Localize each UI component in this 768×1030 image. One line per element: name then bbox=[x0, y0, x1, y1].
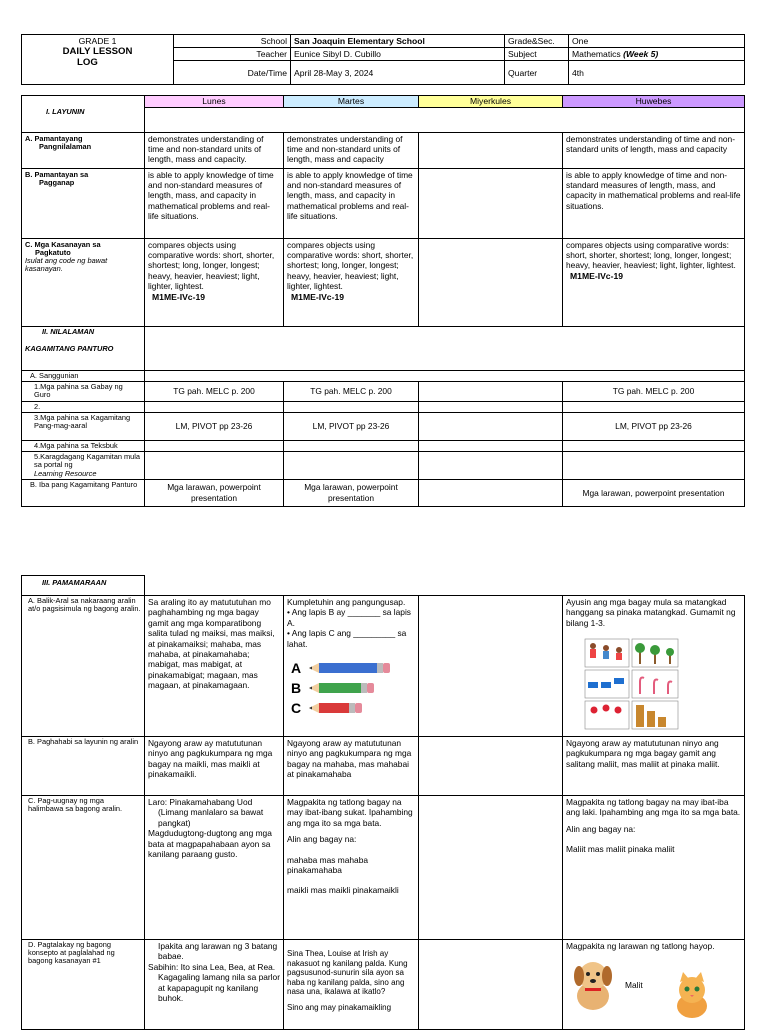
pamamaraan-table bbox=[21, 575, 745, 1030]
paghahabi-lunes: Ngayong araw ay matututunan ninyo ang pagkukumpara ng mga bagay na maikli, mas maikli at pinakamaikli. bbox=[145, 737, 284, 796]
day-header-martes: Martes bbox=[284, 96, 419, 108]
label-pamantayang-pangnilalaman bbox=[22, 132, 145, 168]
gradesec-label: Grade&Sec. bbox=[505, 35, 569, 48]
kagamitan-blank bbox=[145, 344, 745, 370]
iba-miyerkules bbox=[419, 479, 563, 506]
header-table bbox=[21, 34, 745, 85]
dog-collar bbox=[585, 988, 601, 991]
martes-item-1: • Ang lapis B ay _______ sa lapis A. bbox=[287, 607, 411, 628]
day-header-miyerkules: Miyerkules bbox=[419, 96, 563, 108]
gabay-guro-label: 1.Mga pahina sa Gabay ng Guro bbox=[22, 381, 145, 401]
row2-martes bbox=[284, 401, 419, 412]
iba-huwebes: Mga larawan, powerpoint presentation bbox=[563, 479, 745, 506]
kid-1-icon bbox=[590, 643, 596, 649]
balik-aral-martes bbox=[284, 596, 419, 737]
pencil-c-label: C bbox=[291, 700, 302, 717]
teacher-label: Teacher bbox=[174, 48, 291, 61]
c-martes bbox=[284, 238, 419, 326]
pagtalakay-label: D. Pagtalakay ng bagong konsepto at paglalahad ng bagong kasanayan #1 bbox=[22, 940, 145, 1030]
pencil-a-lead bbox=[309, 667, 312, 670]
c-miyerkules bbox=[419, 238, 563, 326]
kid-2-body bbox=[603, 651, 609, 659]
label-c-2: Pagkatuto bbox=[35, 247, 71, 257]
row2-lunes bbox=[145, 401, 284, 412]
lunes-d-1: Ipakita ang larawan ng 3 batang babae. bbox=[158, 941, 278, 962]
layunin-blank bbox=[145, 107, 745, 132]
c-martes-text: compares objects using comparative words: short, shorter, shortest; long, longer, longest; heavy, heavier, heaviest; light, lighter, lightest. bbox=[287, 239, 414, 292]
dog-ear-right bbox=[602, 966, 612, 986]
cat-image bbox=[667, 970, 717, 1020]
kar-lunes bbox=[145, 452, 284, 480]
pencil-c-body bbox=[319, 703, 349, 713]
huwebes-instruction: Ayusin ang mga bagay mula sa matangkad hanggang sa pinaka matangkad. Gumamit ng bilang 1-3. bbox=[566, 597, 736, 628]
flower-1-icon bbox=[591, 707, 598, 714]
flag-1-icon bbox=[588, 682, 598, 688]
label-pamantayan-sa-pagganap bbox=[22, 168, 145, 238]
dog-eye-right bbox=[596, 972, 600, 976]
tg-martes: TG pah. MELC p. 200 bbox=[284, 381, 419, 401]
dog-image bbox=[567, 956, 619, 1014]
code-huwebes: M1ME-IVc-19 bbox=[570, 270, 624, 281]
row2-label: 2. bbox=[22, 401, 145, 412]
b-miyerkules bbox=[419, 168, 563, 238]
a-miyerkules bbox=[419, 132, 563, 168]
balik-aral-huwebes bbox=[563, 596, 745, 737]
tree-1-icon bbox=[635, 643, 645, 653]
lm-huwebes: LM, PIVOT pp 23-26 bbox=[563, 413, 745, 441]
grade-label: GRADE 1 bbox=[78, 36, 117, 46]
row2-huwebes bbox=[563, 401, 745, 412]
tree-2-icon bbox=[650, 645, 660, 655]
pencil-a-label: A bbox=[291, 660, 302, 677]
subject-week: (Week 5) bbox=[623, 49, 659, 59]
school-value: San Joaquin Elementary School bbox=[291, 35, 505, 48]
pencil-a-ferrule bbox=[377, 663, 383, 673]
martes-c-4: maikli mas maikli pinakamaikli bbox=[287, 885, 399, 896]
teksbuk-lunes bbox=[145, 441, 284, 452]
karagdagang-label bbox=[22, 452, 145, 480]
kar-martes bbox=[284, 452, 419, 480]
row2-miyerkules bbox=[419, 401, 563, 412]
karagdagang-1: 5.Karagdagang Kagamitan mula sa portal ng bbox=[34, 452, 141, 470]
doc-title-cell bbox=[22, 35, 174, 85]
label-b-1: B. Pamantayan sa bbox=[25, 169, 89, 179]
kar-miyerkules bbox=[419, 452, 563, 480]
flower-3-icon bbox=[615, 707, 622, 714]
iba-pang-kagamitan-label: B. Iba pang Kagamitang Panturo bbox=[22, 479, 145, 506]
pag-uugnay-label: C. Pag-uugnay ng mga halimbawa sa bagong aralin. bbox=[22, 796, 145, 940]
teksbuk-huwebes bbox=[563, 441, 745, 452]
day-header-huwebes: Huwebes bbox=[563, 96, 745, 108]
lm-miyerkules bbox=[419, 413, 563, 441]
a-martes: demonstrates understanding of time and non-standard units of length, mass and capacity bbox=[284, 132, 419, 168]
kagamitang-panturo: KAGAMITANG PANTURO bbox=[22, 344, 145, 370]
laro-instructions: Magdudugtong-dugtong ang mga bata at magpapahabaan ayon sa kanilang paraang gusto. bbox=[148, 828, 272, 860]
pencil-b-eraser bbox=[367, 683, 374, 693]
kid-3-icon bbox=[616, 647, 622, 653]
b-martes: is able to apply knowledge of time and non-standard measures of length, mass, and capacity in mathematical problems and real-life situations. bbox=[284, 168, 419, 238]
teksbuk-miyerkules bbox=[419, 441, 563, 452]
label-c-3: Isulat ang code ng bawat kasanayan. bbox=[25, 256, 108, 274]
corner-cell bbox=[22, 96, 145, 108]
section-pamamaraan: III. PAMAMARAAN bbox=[22, 576, 145, 596]
lunes-d-3: Kagagaling lamang nila sa parlor at kapapagupit ng kanilang buhok. bbox=[158, 972, 280, 1004]
label-c-1: C. Mga Kasanayan sa bbox=[25, 239, 101, 249]
pencil-c-lead bbox=[309, 707, 312, 710]
martes-c-1: Magpakita ng tatlong bagay na may ibat-ibang sukat. Ipahambing ang mga ito sa mga bata. bbox=[287, 797, 413, 828]
date-value: April 28-May 3, 2024 bbox=[291, 61, 505, 85]
teksbuk-label: 4.Mga pahina sa Teksbuk bbox=[22, 441, 145, 452]
huwebes-d-1: Magpakita ng larawan ng tatlong hayop. bbox=[566, 941, 715, 951]
paghahabi-huwebes: Ngayong araw ay matututunan ninyo ang pagkukumpara ng mga bagay gamit ang salitang maliit, mas maliit at pinaka maliit. bbox=[563, 737, 745, 796]
pencil-b-ferrule bbox=[361, 683, 367, 693]
subject-value bbox=[569, 48, 745, 61]
label-b-2: Pagganap bbox=[39, 177, 75, 187]
building-2-icon bbox=[647, 711, 655, 727]
balik-aral-lunes: Sa araling ito ay matututuhan mo paghahambing ng mga bagay gamit ang mga komparatibong salita tulad ng maiksi, mas maiksi, at pinakamaiksi; mahaba, mas mahaba, at pinakamahaba; mabigat, mas mabigat, at pinakamabigat; magaan, mas magaan, at pinakamagaan. bbox=[145, 596, 284, 737]
kid-3-body bbox=[616, 653, 622, 660]
balik-aral-label: A. Balik-Aral sa nakaraang aralin at/o pagsisimula ng bagong aralin. bbox=[22, 596, 145, 737]
doc-title: DAILY LESSON bbox=[62, 46, 133, 57]
tg-miyerkules bbox=[419, 381, 563, 401]
paghahabi-miyerkules bbox=[419, 737, 563, 796]
pag-uugnay-lunes bbox=[145, 796, 284, 940]
pencil-c-ferrule bbox=[349, 703, 355, 713]
pag-uugnay-martes bbox=[284, 796, 419, 940]
lunes-d-2: Sabihin: Ito sina Lea, Bea, at Rea. bbox=[148, 961, 276, 972]
subject-name: Mathematics bbox=[572, 49, 621, 59]
c-huwebes-text: compares objects using comparative words: short, shorter, shortest; long, longer, longest; heavy, heavier, heaviest; light, lighter, lightest. bbox=[566, 239, 736, 271]
code-lunes: M1ME-IVc-19 bbox=[152, 291, 206, 302]
lm-martes: LM, PIVOT pp 23-26 bbox=[284, 413, 419, 441]
cat-eye-left bbox=[685, 987, 690, 992]
huwebes-d-2: Malit bbox=[625, 980, 643, 990]
martes-item-2: • Ang lapis C ang _________ sa lahat. bbox=[287, 628, 407, 649]
objectives-table bbox=[21, 95, 745, 507]
martes-d-1: Sina Thea, Louise at Irish ay nakasuot ng kanilang palda. Kung pagsusunod-sunurin sila ayon sa haba ng kanilang palda, sino ang nasa una, ikalawa at ikatlo? bbox=[287, 949, 408, 997]
flower-2-icon bbox=[603, 705, 610, 712]
cat-eye-right bbox=[695, 987, 700, 992]
pencil-b-label: B bbox=[291, 680, 302, 697]
building-3-icon bbox=[658, 717, 666, 727]
martes-d-2: Sino ang may pinakamaikling bbox=[287, 1002, 392, 1012]
martes-instruction: Kumpletuhin ang pangungusap. bbox=[287, 597, 406, 607]
pang-mag-aaral-label: 3.Mga pahina sa Kagamitang Pang-mag-aaral bbox=[22, 413, 145, 441]
building-1-icon bbox=[636, 705, 644, 727]
pencil-a-body bbox=[319, 663, 377, 673]
sanggunian-blank bbox=[145, 370, 745, 381]
pencil-a-eraser bbox=[383, 663, 390, 673]
section-nilalaman: II. NILALAMAN bbox=[22, 326, 145, 344]
gradesec-value: One bbox=[569, 35, 745, 48]
b-huwebes: is able to apply knowledge of time and non-standard measures of length, mass, and capacity in mathematical problems and real-life situations. bbox=[563, 168, 745, 238]
pag-uugnay-huwebes bbox=[563, 796, 745, 940]
paghahabi-martes: Ngayong araw ay matututunan ninyo ang pagkukumpara ng mga bagay na mahaba, mas mahabai at pinakamahaba bbox=[284, 737, 419, 796]
label-kasanayan bbox=[22, 238, 145, 326]
iba-lunes: Mga larawan, powerpoint presentation bbox=[145, 479, 284, 506]
martes-c-2: Alin ang bagay na: bbox=[287, 834, 357, 845]
pagtalakay-miyerkules bbox=[419, 940, 563, 1030]
laro-note: (Limang manlalaro sa bawat pangkat) bbox=[158, 807, 264, 828]
kid-1-body bbox=[590, 649, 596, 658]
school-label: School bbox=[174, 35, 291, 48]
label-a-1: A. Pamantayang bbox=[25, 133, 83, 143]
laro-title: Laro: Pinakamahabang Uod bbox=[148, 797, 253, 807]
karagdagang-2: Learning Resource bbox=[34, 468, 97, 478]
height-comparison-image bbox=[584, 638, 680, 730]
teacher-value: Eunice Sibyl D. Cubillo bbox=[291, 48, 505, 61]
date-label: Date/Time bbox=[174, 61, 291, 85]
tg-lunes: TG pah. MELC p. 200 bbox=[145, 381, 284, 401]
pencil-b-body bbox=[319, 683, 361, 693]
flag-3-icon bbox=[614, 678, 624, 684]
pagtalakay-lunes bbox=[145, 940, 284, 1030]
kar-huwebes bbox=[563, 452, 745, 480]
c-lunes bbox=[145, 238, 284, 326]
b-lunes: is able to apply knowledge of time and non-standard measures of length, mass, and capacity in mathematical problems and real-life situations. bbox=[145, 168, 284, 238]
flag-2-icon bbox=[601, 682, 611, 688]
huwebes-c-2: Alin ang bagay na: bbox=[566, 823, 636, 834]
a-lunes: demonstrates understanding of time and non-standard units of length, mass and capacity. bbox=[145, 132, 284, 168]
code-martes: M1ME-IVc-19 bbox=[291, 291, 345, 302]
tree-3-icon bbox=[666, 648, 674, 656]
quarter-value: 4th bbox=[569, 61, 745, 85]
a-huwebes: demonstrates understanding of time and non-standard units of length, mass and capacity bbox=[563, 132, 745, 168]
pencils-image bbox=[287, 657, 397, 719]
teksbuk-martes bbox=[284, 441, 419, 452]
section-layunin: I. LAYUNIN bbox=[22, 107, 145, 132]
tg-huwebes: TG pah. MELC p. 200 bbox=[563, 381, 745, 401]
quarter-label: Quarter bbox=[505, 61, 569, 85]
nilalaman-blank bbox=[145, 326, 745, 344]
kid-2-icon bbox=[603, 645, 609, 651]
pencil-c-eraser bbox=[355, 703, 362, 713]
pencil-b-lead bbox=[309, 687, 312, 690]
c-huwebes bbox=[563, 238, 745, 326]
dog-ear-left bbox=[574, 966, 584, 986]
day-header-lunes: Lunes bbox=[145, 96, 284, 108]
dog-nose bbox=[590, 979, 596, 983]
pag-uugnay-miyerkules bbox=[419, 796, 563, 940]
pagtalakay-huwebes bbox=[563, 940, 745, 1030]
doc-title-2: LOG bbox=[77, 57, 98, 68]
c-lunes-text: compares objects using comparative words: short, shorter, shortest; long, longer, longest; heavy, heavier, heaviest; light, lighter, lightest. bbox=[148, 239, 275, 292]
iba-martes: Mga larawan, powerpoint presentation bbox=[284, 479, 419, 506]
pagtalakay-martes bbox=[284, 940, 419, 1030]
label-a-2: Pangnilalaman bbox=[39, 141, 92, 151]
pamamaraan-blank bbox=[145, 576, 745, 596]
huwebes-c-3: Maliit mas maliit pinaka maliit bbox=[566, 844, 675, 855]
subject-label: Subject bbox=[505, 48, 569, 61]
balik-aral-miyerkules bbox=[419, 596, 563, 737]
paghahabi-label: B. Paghahabi sa layunin ng aralin bbox=[22, 737, 145, 796]
huwebes-c-1: Magpakita ng tatlong bagay na may ibat-iba ang laki. Ipahambing ang mga ito sa mga bata. bbox=[566, 797, 741, 818]
martes-c-3: mahaba mas mahaba pinakamahaba bbox=[287, 854, 369, 876]
lm-lunes: LM, PIVOT pp 23-26 bbox=[145, 413, 284, 441]
dog-eye-left bbox=[586, 972, 590, 976]
sanggunian-label: A. Sanggunian bbox=[22, 370, 145, 381]
